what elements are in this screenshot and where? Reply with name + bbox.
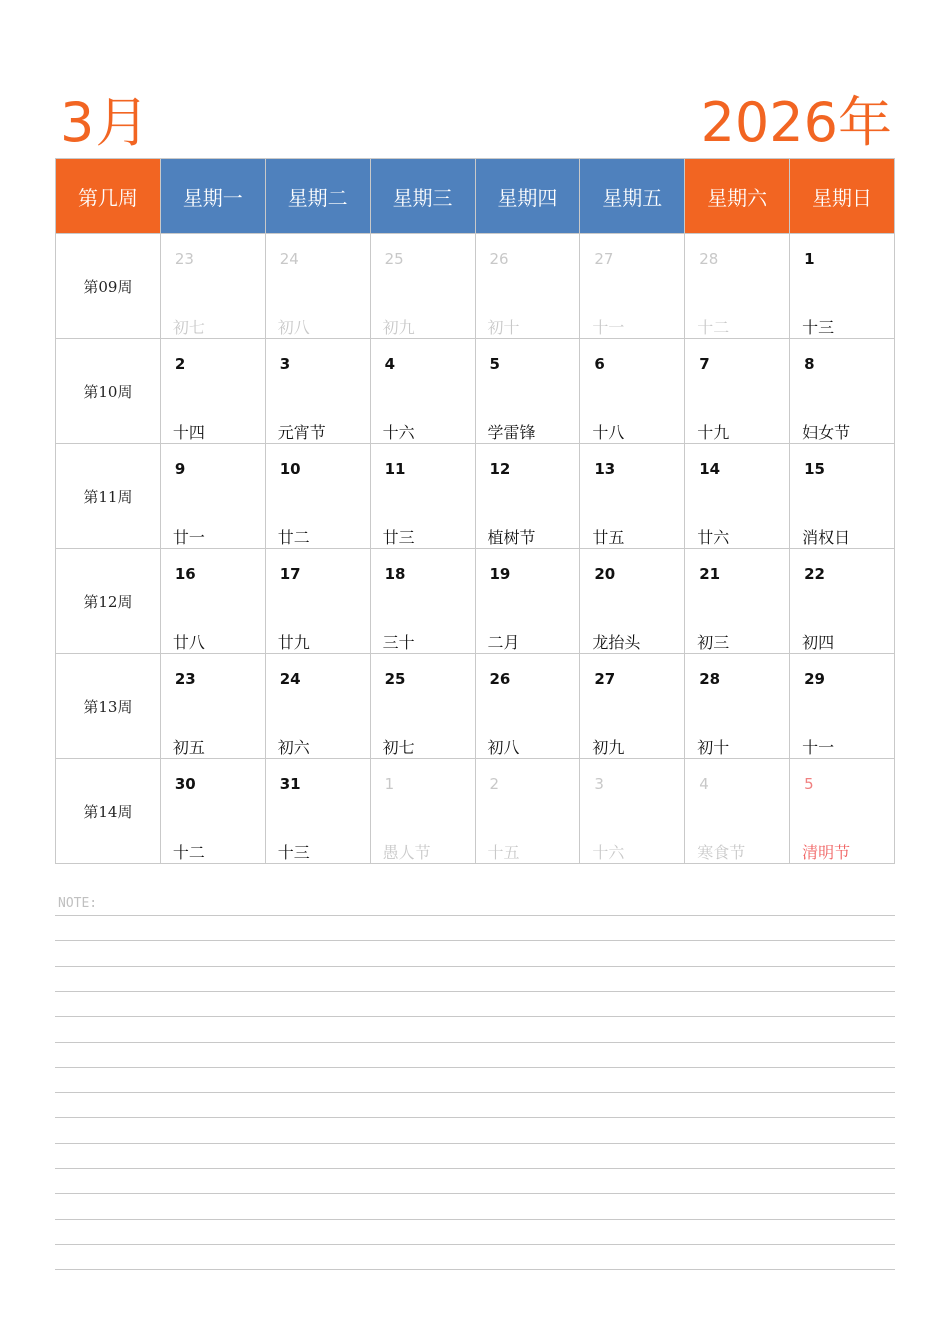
day-cell[interactable] [370,549,475,654]
week-row [56,339,895,444]
week-row [56,759,895,864]
day-number: 24 [279,250,299,268]
day-cell[interactable] [265,654,370,759]
day-cell[interactable] [160,549,265,654]
day-cell[interactable] [685,444,790,549]
weekday-header-sat: 星期六 [685,159,790,234]
note-line [55,915,895,916]
day-number: 9 [174,460,186,478]
lunar-date: 十九 [697,423,730,442]
day-number: 1 [804,250,815,268]
calendar-body [56,234,895,864]
note-line [55,1193,895,1194]
lunar-date: 初十 [487,318,520,337]
day-number: 5 [489,355,500,373]
day-cell[interactable] [685,234,790,339]
lunar-date: 十六 [382,423,415,442]
day-cell[interactable] [475,549,580,654]
lunar-date: 初五 [172,738,205,757]
day-number: 26 [489,250,509,268]
day-cell[interactable] [370,234,475,339]
calendar-grid [55,158,895,864]
day-number: 19 [489,565,511,583]
day-number: 17 [279,565,301,583]
day-number: 10 [279,460,301,478]
day-cell[interactable] [790,654,895,759]
lunar-date: 清明节 [802,843,851,862]
day-cell[interactable] [685,549,790,654]
note-label: NOTE: [58,896,98,911]
week-number-header: 第几周 [56,159,161,234]
day-number: 29 [804,670,825,688]
day-cell[interactable] [265,549,370,654]
year-title: 2026年 [700,91,892,154]
day-cell[interactable] [475,759,580,864]
lunar-date: 植树节 [487,528,536,547]
note-line [55,1016,895,1017]
day-cell[interactable] [580,339,685,444]
day-number: 3 [279,355,291,373]
lunar-date: 初九 [382,318,415,337]
day-number: 25 [384,250,404,268]
day-cell[interactable] [160,234,265,339]
week-number-cell: 第12周 [56,549,161,654]
week-number-cell: 第13周 [56,654,161,759]
week-number-cell: 第14周 [56,759,161,864]
lunar-date: 初三 [697,633,730,652]
day-number: 23 [174,250,194,268]
day-cell[interactable] [160,759,265,864]
note-line [55,1143,895,1144]
day-number: 7 [699,355,710,373]
note-line [55,1042,895,1043]
day-number: 5 [804,775,814,793]
day-cell[interactable] [790,759,895,864]
weekday-header-tue: 星期二 [265,159,370,234]
lunar-date: 学雷锋 [487,423,536,442]
lunar-date: 初七 [382,738,415,757]
week-row [56,234,895,339]
week-row [56,444,895,549]
note-line [55,966,895,967]
lunar-date: 廿二 [277,528,310,547]
note-line [55,1219,895,1220]
lunar-date: 初十 [697,738,730,757]
weekday-header-thu: 星期四 [475,159,580,234]
day-cell[interactable] [370,444,475,549]
weekday-header-mon: 星期一 [160,159,265,234]
week-number-cell: 第11周 [56,444,161,549]
note-line [55,1117,895,1118]
day-cell[interactable] [265,759,370,864]
lunar-date: 寒食节 [697,843,746,862]
lunar-date: 廿三 [382,528,415,547]
day-number: 20 [594,565,616,583]
day-number: 4 [699,775,709,793]
lunar-date: 十八 [592,423,625,442]
note-line [55,1092,895,1093]
lunar-date: 十四 [172,423,205,442]
day-number: 2 [174,355,186,373]
lunar-date: 十六 [592,843,625,862]
day-number: 1 [384,775,395,793]
lunar-date: 妇女节 [802,423,851,442]
day-number: 15 [804,460,825,478]
day-cell[interactable] [475,654,580,759]
note-line [55,991,895,992]
lunar-date: 三十 [382,633,415,652]
lunar-date: 初八 [277,318,310,337]
lunar-date: 十二 [697,318,730,337]
weekday-header-sun: 星期日 [790,159,895,234]
day-cell[interactable] [160,444,265,549]
note-line [55,1168,895,1169]
day-number: 27 [594,670,616,688]
day-cell[interactable] [265,444,370,549]
day-number: 21 [699,565,721,583]
day-number: 16 [174,565,196,583]
note-line [55,940,895,941]
lunar-date: 初六 [277,738,310,757]
day-number: 8 [804,355,815,373]
day-cell[interactable] [580,759,685,864]
day-number: 28 [699,670,721,688]
lunar-date: 廿九 [277,633,310,652]
note-line [55,1067,895,1068]
day-cell[interactable] [265,339,370,444]
day-cell[interactable] [160,339,265,444]
weekday-header-row [56,159,895,234]
lunar-date: 十三 [802,318,835,337]
day-number: 6 [594,355,605,373]
lunar-date: 初八 [487,738,520,757]
note-line [55,1244,895,1245]
month-title: 3月 [60,91,151,154]
day-cell[interactable] [475,339,580,444]
lunar-date: 十一 [802,738,835,757]
weekday-header-fri: 星期五 [580,159,685,234]
lunar-date: 廿八 [172,633,205,652]
day-number: 12 [489,460,511,478]
day-cell[interactable] [370,339,475,444]
day-cell[interactable] [685,759,790,864]
day-number: 3 [594,775,604,793]
week-number-cell: 第10周 [56,339,161,444]
weekday-header-wed: 星期三 [370,159,475,234]
lunar-date: 十三 [277,843,310,862]
week-row [56,549,895,654]
day-number: 25 [384,670,406,688]
day-cell[interactable] [580,234,685,339]
lunar-date: 廿一 [172,528,205,547]
day-number: 23 [174,670,196,688]
day-cell[interactable] [370,654,475,759]
lunar-date: 廿五 [592,528,625,547]
day-number: 30 [174,775,196,793]
day-number: 11 [384,460,406,478]
lunar-date: 愚人节 [382,843,431,862]
lunar-date: 龙抬头 [592,633,641,652]
lunar-date: 初七 [172,318,205,337]
week-number-cell: 第09周 [56,234,161,339]
day-number: 26 [489,670,511,688]
day-cell[interactable] [475,444,580,549]
lunar-date: 消权日 [802,528,851,547]
day-number: 31 [279,775,301,793]
lunar-date: 元宵节 [277,423,326,442]
day-cell[interactable] [370,759,475,864]
day-cell[interactable] [685,654,790,759]
lunar-date: 二月 [487,633,520,652]
day-cell[interactable] [790,549,895,654]
day-cell[interactable] [790,444,895,549]
lunar-date: 十五 [487,843,520,862]
day-cell[interactable] [685,339,790,444]
lunar-date: 十一 [592,318,625,337]
lunar-date: 廿六 [697,528,730,547]
note-line [55,1269,895,1270]
day-cell[interactable] [790,339,895,444]
day-number: 13 [594,460,616,478]
day-cell[interactable] [790,234,895,339]
day-number: 24 [279,670,301,688]
day-number: 18 [384,565,406,583]
day-cell[interactable] [580,444,685,549]
week-row [56,654,895,759]
day-number: 28 [699,250,719,268]
day-cell[interactable] [160,654,265,759]
day-number: 14 [699,460,721,478]
day-number: 2 [489,775,500,793]
day-cell[interactable] [580,654,685,759]
day-number: 27 [594,250,614,268]
day-cell[interactable] [265,234,370,339]
day-cell[interactable] [580,549,685,654]
day-number: 4 [384,355,396,373]
lunar-date: 初九 [592,738,625,757]
day-number: 22 [804,565,825,583]
lunar-date: 初四 [802,633,835,652]
lunar-date: 十二 [172,843,205,862]
day-cell[interactable] [475,234,580,339]
